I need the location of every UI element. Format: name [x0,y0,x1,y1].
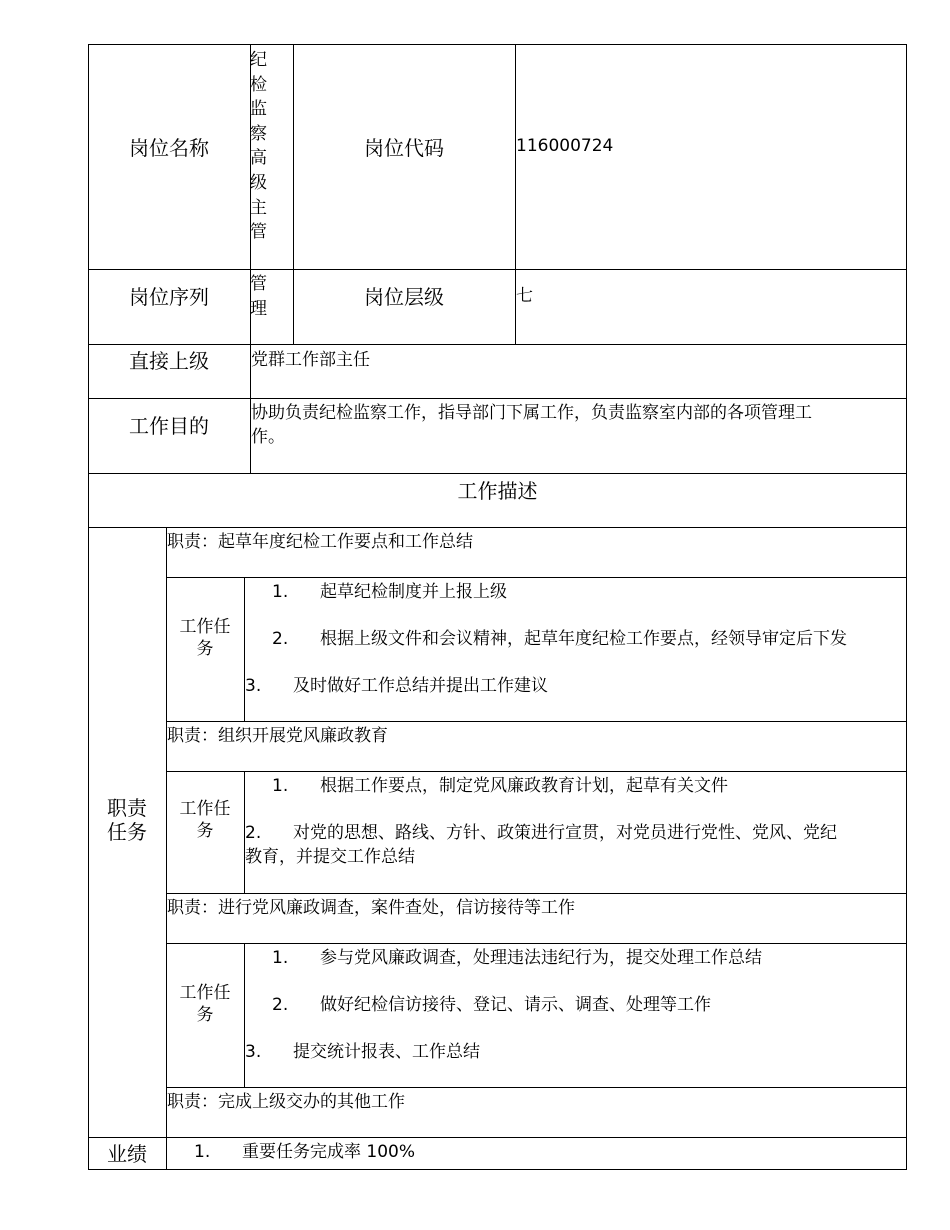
task-text: 参与党风廉政调查，处理违法违纪行为，提交处理工作总结 [320,948,762,968]
task-text: 及时做好工作总结并提出工作建议 [293,676,548,696]
task-item [245,1041,480,1063]
task-text: 提交统计报表、工作总结 [293,1042,480,1062]
task-label-line1: 工作任 [179,983,231,1003]
task-label [166,798,244,842]
duty-title: 职责：起草年度纪检工作要点和工作总结 [167,532,473,552]
task-text: 对党的思想、路线、方针、政策进行宣贯，对党员进行党性、党风、党纪 [293,823,837,843]
performance-number: 1. [194,1142,211,1162]
position-name-value: 纪检监察高级主管 [250,50,267,243]
task-item [272,994,711,1016]
performance-text: 重要任务完成率 100% [242,1142,416,1162]
position-code-value: 116000724 [516,136,614,156]
task-text: 起草纪检制度并上报上级 [320,582,507,602]
supervisor-value: 党群工作部主任 [251,350,370,370]
duty-title: 职责：组织开展党风廉政教育 [167,726,388,746]
task-item [272,775,728,797]
position-level-label: 岗位层级 [364,285,444,309]
task-label-line1: 工作任 [179,617,231,637]
duties-label-line2: 任务 [107,820,147,844]
task-text: 根据上级文件和会议精神，起草年度纪检工作要点，经领导审定后下发 [320,629,847,649]
task-label-line2: 务 [196,639,214,659]
position-series-value: 管理 [250,274,267,319]
task-label [166,616,244,660]
task-number: 2. [272,629,289,649]
task-number: 1. [272,948,289,968]
task-number: 3. [245,676,262,696]
task-label [166,982,244,1026]
purpose-label: 工作目的 [129,414,209,438]
duties-label-line1: 职责 [107,796,147,820]
purpose-value-line1: 协助负责纪检监察工作，指导部门下属工作，负责监察室内部的各项管理工 [251,403,812,423]
task-item-continuation: 教育，并提交工作总结 [245,847,415,867]
task-number: 1. [272,582,289,602]
task-number: 3. [245,1042,262,1062]
position-name-label: 岗位名称 [129,136,209,160]
position-code-label: 岗位代码 [364,136,444,160]
performance-label: 业绩 [107,1142,147,1166]
task-item [245,675,548,697]
task-item [272,628,847,650]
task-number: 1. [272,776,289,796]
task-text: 根据工作要点，制定党风廉政教育计划，起草有关文件 [320,776,728,796]
duty-title: 职责：完成上级交办的其他工作 [167,1092,405,1112]
position-series-label: 岗位序列 [129,285,209,309]
duty-title: 职责：进行党风廉政调查，案件查处，信访接待等工作 [167,898,575,918]
task-item [272,947,762,969]
duties-label [88,796,166,844]
supervisor-label: 直接上级 [129,349,209,373]
task-label-line2: 务 [196,821,214,841]
task-number: 2. [272,995,289,1015]
task-label-line1: 工作任 [179,799,231,819]
purpose-value-line2: 作。 [251,427,285,447]
task-item [272,581,507,603]
task-item [245,822,837,844]
task-label-line2: 务 [196,1005,214,1025]
description-title: 工作描述 [457,479,538,503]
task-number: 2. [245,823,262,843]
task-text: 做好纪检信访接待、登记、请示、调查、处理等工作 [320,995,711,1015]
performance-item [194,1141,415,1163]
position-level-value: 七 [516,286,533,306]
